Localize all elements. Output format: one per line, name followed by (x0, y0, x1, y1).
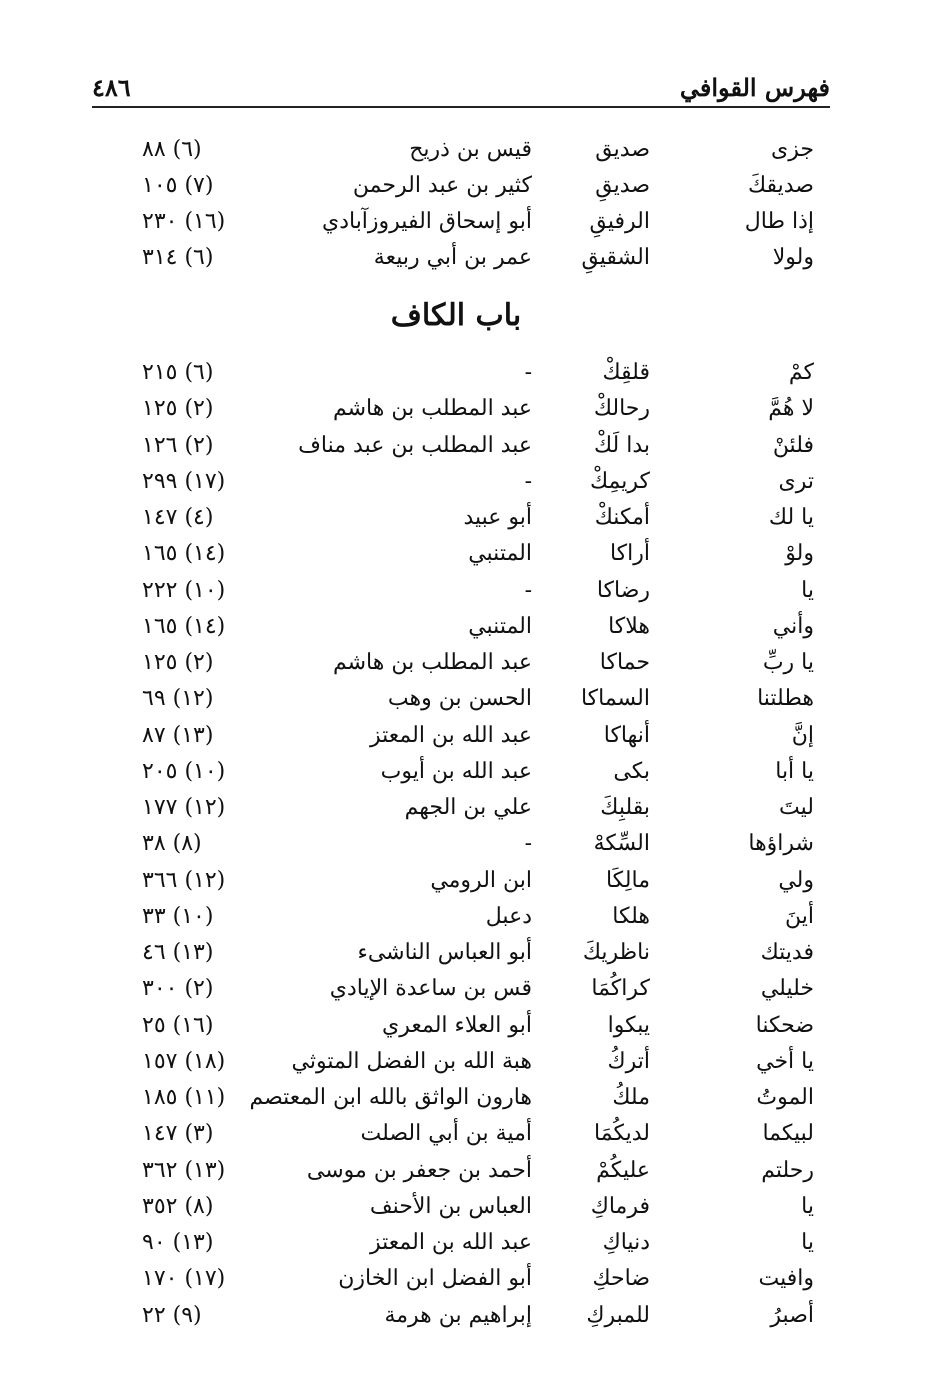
page-reference: (١٧) ٢٩٩ (142, 468, 226, 494)
rhyme-word: هلاكا (608, 613, 650, 639)
first-word: ضحكنا (755, 1012, 814, 1038)
poet-name: أبو إسحاق الفيروزآبادي (321, 209, 532, 234)
running-title: فهرس القوافي (679, 73, 830, 102)
table-row (0, 681, 942, 717)
poet-name: أحمد بن جعفر بن موسى (306, 1157, 532, 1183)
table-row (0, 240, 942, 276)
first-word: يا أبا (775, 758, 814, 784)
page-reference: (١٠) ٢٢٢ (142, 577, 226, 603)
page-reference: (١٢) ١٧٧ (142, 795, 226, 820)
page-reference: (١٦) ٢٣٠ (142, 209, 226, 234)
first-word: يا (801, 1193, 814, 1219)
rhyme-word: أمكنكْ (594, 505, 650, 530)
table-row (0, 971, 942, 1007)
poet-name: عبد الله بن المعتز (370, 1230, 532, 1255)
table-row (0, 1008, 942, 1044)
section-heading-text: باب الكاف (390, 298, 522, 333)
page-header (92, 58, 830, 108)
rhyme-word: كراكُمَا (591, 976, 650, 1002)
poet-name: أبو العلاء المعري (382, 1012, 532, 1038)
table-row (0, 428, 942, 464)
page-reference: (١٢) ٣٦٦ (142, 867, 226, 893)
rhyme-word: ناظريكَ (582, 940, 650, 965)
poet-name: هبة الله بن الفضل المتوثي (291, 1048, 532, 1074)
rhyme-word: بدا لَكْ (593, 432, 650, 458)
first-word: أصبرُ (770, 1302, 814, 1328)
poet-name: المتنبي (468, 541, 532, 567)
page-reference: (١٠) ٢٠٥ (142, 758, 226, 784)
poet-name: عمر بن أبي ربيعة (373, 245, 532, 270)
poet-name: العباس بن الأحنف (369, 1193, 532, 1219)
page-reference: (٩) ٢٢ (142, 1302, 202, 1328)
poet-name: عبد الله بن المعتز (370, 722, 532, 748)
table-row (0, 718, 942, 754)
page-reference: (١٨) ١٥٧ (142, 1048, 226, 1074)
rhyme-word: ضاحكِ (592, 1266, 650, 1292)
page-reference: (٧) ١٠٥ (142, 173, 214, 198)
first-word: يا ربِّ (762, 650, 814, 675)
first-word: وافيت (758, 1266, 814, 1292)
page-reference: (٢) ١٢٦ (142, 432, 214, 458)
table-row (0, 826, 942, 862)
first-word: يا (801, 577, 814, 603)
table-row (0, 132, 942, 168)
page-reference: (١٠) ٣٣ (142, 903, 214, 929)
table-row (0, 790, 942, 826)
table-row (0, 355, 942, 391)
rhyme-word: ملكُ (612, 1085, 650, 1110)
table-row (0, 1116, 942, 1152)
table-row (0, 1261, 942, 1297)
table-row (0, 1189, 942, 1225)
table-row (0, 754, 942, 790)
table-row (0, 1298, 942, 1334)
poet-name: عبد المطلب بن هاشم (332, 650, 532, 675)
first-word: رحلتم (761, 1157, 814, 1183)
page-reference: (٦) ٢١٥ (142, 360, 214, 385)
rhyme-word: بكى (613, 758, 650, 784)
table-row (0, 935, 942, 971)
table-row (0, 1153, 942, 1189)
poet-name: أبو العباس الناشىء (357, 940, 532, 965)
page-reference: (١٣) ٤٦ (142, 940, 214, 965)
section-heading (0, 292, 942, 340)
poet-name: عبد الله بن أيوب (380, 758, 532, 784)
page-reference: (١١) ١٨٥ (142, 1085, 226, 1110)
rhyme-word: رحالكْ (593, 396, 650, 422)
page-reference: (٢) ١٢٥ (142, 650, 214, 675)
poet-name: - (524, 577, 532, 603)
poet-name: عبد المطلب بن عبد مناف (298, 432, 532, 458)
rhyme-word: صديق (595, 137, 650, 162)
rhyme-word: عليكُمْ (596, 1157, 650, 1183)
page-reference: (١٣) ٣٦٢ (142, 1157, 226, 1183)
first-word: ولي (778, 867, 814, 893)
poet-name: إبراهيم بن هرمة (384, 1302, 532, 1328)
rhyme-word: فرماكِ (590, 1193, 650, 1219)
first-word: يا (801, 1230, 814, 1255)
first-word: يا لك (768, 505, 814, 530)
poet-name: ابن الرومي (430, 867, 532, 893)
rhyme-word: أتركُ (607, 1048, 650, 1074)
page-reference: (٨) ٣٨ (142, 831, 202, 857)
first-word: هطلتنا (757, 686, 814, 712)
table-row (0, 609, 942, 645)
rhyme-word: دنياكِ (602, 1230, 650, 1255)
rhyme-word: رضاكا (596, 577, 650, 603)
table-row (0, 500, 942, 536)
poet-name: الحسن بن وهب (387, 686, 532, 712)
poet-name: دعبل (485, 903, 532, 929)
first-word: يا أخي (756, 1048, 814, 1074)
first-word: ليتَ (779, 795, 814, 820)
rhyme-word: للمبركِ (586, 1302, 650, 1328)
poet-name: - (524, 360, 532, 385)
rhyme-word: مالِكَا (605, 867, 650, 893)
page-reference: (١٣) ٨٧ (142, 722, 214, 748)
first-word: أينَ (785, 903, 814, 929)
poet-name: قيس بن ذريح (409, 137, 532, 162)
table-row (0, 573, 942, 609)
rhyme-word: أنهاكا (603, 722, 650, 748)
first-word: صديقكَ (747, 173, 814, 198)
rhyme-word: قلقِكْ (602, 360, 650, 385)
rhyme-word: كريمِكْ (590, 468, 650, 494)
first-word: ولوْ (785, 541, 814, 567)
rhyme-word: السِّكهْ (593, 831, 650, 857)
poet-name: أمية بن أبي الصلت (360, 1121, 532, 1147)
first-word: الموتُ (756, 1085, 814, 1110)
poet-name: المتنبي (468, 613, 532, 639)
rhyme-word: يبكوا (607, 1012, 650, 1038)
first-word: وأني (772, 613, 814, 639)
page-reference: (١٤) ١٦٥ (142, 613, 226, 639)
first-word: لبيكما (762, 1121, 814, 1147)
rhyme-word: حماكا (599, 650, 650, 675)
first-word: جزى (771, 137, 814, 162)
poet-name: عبد المطلب بن هاشم (332, 396, 532, 422)
poet-name: أبو عبيد (463, 505, 532, 530)
table-row (0, 899, 942, 935)
first-word: كمْ (788, 360, 814, 385)
page-reference: (١٢) ٦٩ (142, 686, 214, 712)
rhyme-word: صديقِ (595, 173, 650, 198)
page-reference: (٤) ١٤٧ (142, 505, 214, 530)
table-row (0, 168, 942, 204)
rhyme-word: هلكا (612, 903, 650, 929)
page-reference: (١٣) ٩٠ (142, 1230, 214, 1255)
poet-name: كثير بن عبد الرحمن (352, 173, 532, 198)
first-word: لا هُمَّ (768, 396, 814, 422)
page-reference: (٢) ٣٠٠ (142, 976, 214, 1002)
table-row (0, 464, 942, 500)
page-reference: (٦) ٣١٤ (142, 245, 214, 270)
rhyme-word: بقلبِكَ (600, 795, 650, 820)
rhyme-word: أراكا (609, 541, 650, 567)
table-row (0, 1044, 942, 1080)
first-word: إذا طال (744, 209, 814, 234)
table-row (0, 536, 942, 572)
rhyme-word: لديكُمَا (594, 1121, 650, 1147)
poet-name: - (524, 468, 532, 494)
rhyme-word: الشقيقِ (581, 245, 650, 270)
page-number: ٤٨٦ (92, 73, 131, 102)
first-word: فديتك (760, 940, 814, 965)
first-word: شراؤها (748, 831, 814, 857)
first-word: إنَّ (791, 722, 814, 748)
page-reference: (٨) ٣٥٢ (142, 1193, 214, 1219)
page-reference: (٦) ٨٨ (142, 137, 202, 162)
page-reference: (٣) ١٤٧ (142, 1121, 214, 1147)
poet-name: أبو الفضل ابن الخازن (338, 1266, 532, 1292)
page-reference: (١٧) ١٧٠ (142, 1266, 226, 1292)
table-row (0, 204, 942, 240)
poet-name: قس بن ساعدة الإيادي (329, 976, 532, 1002)
poet-name: هارون الواثق بالله ابن المعتصم (249, 1085, 532, 1110)
first-word: فلئنْ (772, 432, 814, 458)
first-word: ولولا (772, 245, 814, 270)
page-reference: (١٤) ١٦٥ (142, 541, 226, 567)
rhyme-word: السماكا (580, 686, 650, 712)
first-word: خليلي (760, 976, 814, 1002)
page-reference: (١٦) ٢٥ (142, 1012, 214, 1038)
rhyme-word: الرفيقِ (589, 209, 650, 234)
table-row (0, 863, 942, 899)
page-reference: (٢) ١٢٥ (142, 396, 214, 422)
table-row (0, 645, 942, 681)
table-row (0, 1225, 942, 1261)
poet-name: علي بن الجهم (404, 795, 532, 820)
table-row (0, 1080, 942, 1116)
table-row (0, 391, 942, 427)
first-word: ترى (778, 468, 814, 494)
poet-name: - (524, 831, 532, 857)
